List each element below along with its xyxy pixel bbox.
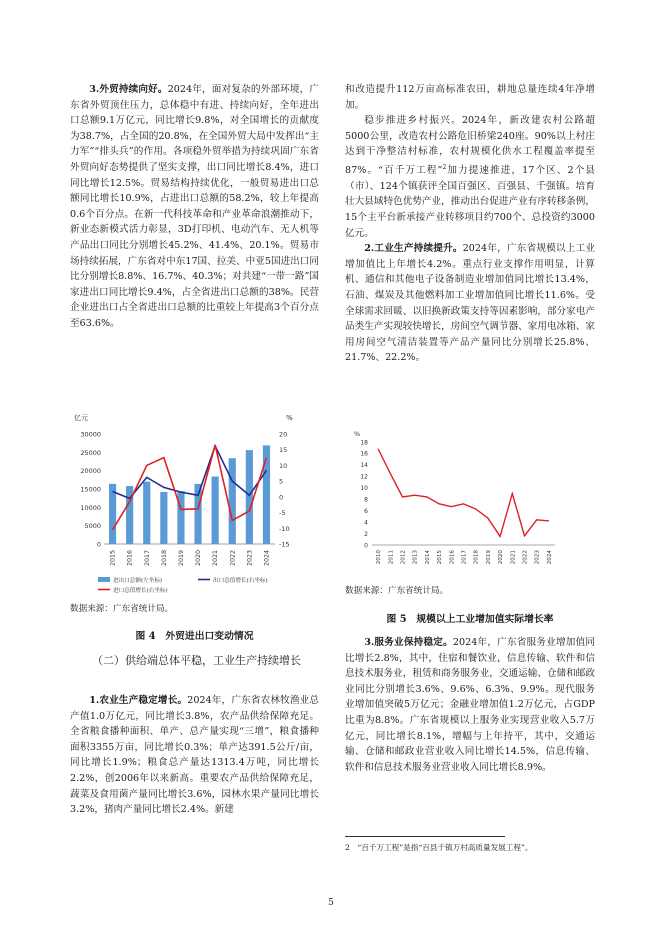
chart-foreign-trade: [70, 410, 310, 602]
bar: [160, 492, 167, 544]
x-tick-label: 2020: [498, 550, 505, 565]
paragraph-body-a: 稳步推进乡村振兴。2024年，新改建农村公路超5000公里，改造农村公路危旧桥梁240座。90%以上村庄达到干净整洁村标准，农村规模化供水工程覆盖率提至87%。“百千万工程”: [345, 115, 595, 177]
x-tick-label: 2023: [246, 550, 254, 567]
x-tick-label: 2024: [263, 550, 271, 567]
legend-total-swatch: [98, 577, 110, 582]
x-tick-label: 2017: [461, 550, 468, 565]
x-tick-label: 2015: [109, 550, 117, 567]
import-growth-line: [113, 445, 267, 530]
x-tick-label: 2010: [376, 550, 383, 565]
growth-line: [378, 449, 549, 537]
figure5-source: 数据来源：广东省统计局。: [345, 586, 449, 596]
right-column-lower: [345, 635, 595, 775]
paragraph-services: [345, 635, 595, 775]
section-heading: （二）供给端总体平稳，工业生产持续增长: [92, 654, 301, 667]
legend-export-label: 出口总值增长(右坐标): [213, 578, 268, 584]
paragraph-lead: 3.服务业保持稳定。: [364, 637, 453, 648]
y-tick-label: 16: [360, 450, 368, 458]
y-left-tick-label: 25000: [80, 448, 101, 457]
x-tick-label: 2018: [473, 550, 480, 565]
x-tick-label: 2022: [522, 550, 529, 565]
y-right-tick-label: 10: [279, 461, 288, 470]
y-tick-label: 12: [360, 473, 368, 481]
right-column: [345, 82, 595, 366]
paragraph-agriculture: [70, 693, 319, 818]
right-axis-unit: %: [286, 414, 293, 422]
y-axis-unit: %: [354, 430, 361, 438]
left-column-lower: [70, 693, 319, 818]
paragraph-lead: 2.工业生产持续提升。: [364, 243, 463, 255]
y-tick-label: 10: [360, 485, 368, 493]
y-left-tick-label: 30000: [80, 430, 101, 439]
x-tick-label: 2013: [412, 550, 419, 565]
y-right-tick-label: -15: [279, 540, 290, 549]
paragraph-body-b: 加力提速推进，17个区、2个县（市）、124个镇获评全国百强区、百强县、千强镇。培育壮大县域特色优势产业，推动出台促进产业有序转移条例，15个主平台新承接产业转移项目约700个、总投资约3000亿元。: [345, 165, 595, 239]
x-tick-label: 2019: [177, 550, 185, 567]
x-tick-label: 2018: [160, 550, 168, 567]
x-tick-label: 2012: [400, 550, 407, 565]
paragraph-body: 2024年，面对复杂的外部环境，广东省外贸顶住压力，总体稳中有进、持续向好，全年进出口总额9.1万亿元，同比增长9.8%，对全国增长的贡献度为38.7%，占全国的20.8%，在全国外贸大局中发挥出“主力军”“排头兵”的作用。各项稳外贸举措为持续巩固广东省外贸向好态势提供了坚实支撑，出口同比增长8.4%，进口同比增长12.5%。贸易结构持续优化，一般贸易进出口总额同比增长10.9%，占进出口总额的58.2%，较上年提高0.6个百分点。在新一代科技革命和产业革命浪潮推动下，新业态新模式活力彰显，3D打印机、电动汽车、无人机等产品出口同比分别增长45.2%、41.4%、20.1%。贸易市场持续拓展，广东省对中东17国、拉美、中亚5国进出口同比分别增长8.8%、16.7%、40.3%；对共建“一带一路”国家进出口同比增长9.4%，占全省进出口总额的38%。民营企业进出口占全省进出口总额的比重较上年提高3个百分点至63.6%。: [70, 84, 320, 329]
y-tick-label: 14: [360, 462, 368, 470]
y-tick-label: 8: [364, 496, 368, 504]
figure4-caption: 图 4 外贸进出口变动情况: [135, 631, 254, 642]
x-tick-label: 2023: [534, 550, 541, 565]
x-tick-label: 2020: [195, 550, 203, 567]
bar: [143, 482, 150, 544]
x-tick-label: 2014: [424, 550, 431, 565]
y-left-tick-label: 0: [96, 540, 101, 549]
footnote-divider: [345, 836, 505, 837]
legend-total-label: 进出口总额(左坐标): [113, 578, 163, 584]
y-tick-label: 2: [364, 530, 368, 538]
y-left-tick-label: 15000: [80, 485, 101, 494]
figure4-source: 数据来源：广东省统计局。: [70, 604, 174, 614]
y-tick-label: 4: [364, 519, 368, 527]
x-tick-label: 2021: [212, 550, 220, 567]
y-right-tick-label: -10: [279, 524, 290, 533]
y-right-tick-label: -5: [279, 509, 286, 518]
paragraph-body: 2024年，广东省规模以上工业增加值比上年增长4.2%。重点行业支撑作用明显，计算机、通信和其他电子设备制造业增加值同比增长13.4%，石油、煤炭及其他燃料加工业增加值同比增长11.6%。受全球需求回暖、以旧换新政策支持等因素影响，部分家电产品类生产实现较快增长，房间空气调节器、家用电冰箱、家用房间空气清洁装置等产品产量同比分别增长25.8%、21.7%、22.2%。: [345, 243, 596, 364]
x-tick-label: 2022: [229, 550, 237, 567]
y-tick-label: 6: [364, 507, 368, 515]
y-right-tick-label: 15: [279, 446, 288, 455]
x-tick-label: 2016: [126, 550, 134, 567]
figure5-caption: 图 5 规模以上工业增加值实际增长率: [386, 614, 554, 625]
y-right-tick-label: 20: [279, 430, 288, 439]
y-tick-label: 0: [364, 542, 368, 550]
x-tick-label: 2019: [485, 550, 492, 565]
bar: [177, 491, 184, 544]
left-column: [70, 82, 319, 332]
y-left-tick-label: 5000: [84, 522, 101, 531]
left-axis-unit: 亿元: [74, 414, 88, 422]
paragraph-body: 2024年，广东省服务业增加值同比增长2.8%，其中，住宿和餐饮业，信息传输、软件和信息技术服务业，租赁和商务服务业，交通运输、仓储和邮政业同比分别增长3.6%、9.6%、6.3%、9.9%。现代服务业增加值突破5万亿元；金融业增加值1.2万亿元，占GDP比重为8.8%。广东省规模以上服务业实现营业收入5.7万亿元，同比增长8.1%，增幅与上年持平，其中，交通运输、仓储和邮政业营业收入同比增长14.5%，信息传输、软件和信息技术服务业营业收入同比增长8.9%。: [345, 637, 596, 773]
paragraph-lead: 1.农业生产稳定增长。: [89, 695, 188, 706]
x-tick-label: 2015: [437, 550, 444, 565]
bar: [229, 458, 236, 544]
x-tick-label: 2017: [143, 550, 151, 567]
x-tick-label: 2016: [449, 550, 456, 565]
paragraph-body: 2024年，广东省农林牧渔业总产值1.0万亿元，同比增长3.8%，农产品供给保障充足。全省粮食播种面积、单产、总产量实现“三增”，粮食播种面积3355万亩，同比增长0.3%；单产达391.5公斤/亩，同比增长1.9%；粮食总产量达1313.4万吨，同比增长2.2%，创2006年以来新高。重要农产品供给保障充足，蔬菜及食用菌产量同比增长3.6%，园林水果产量同比增长3.2%，猪肉产量同比增长2.4%。新建: [70, 695, 319, 816]
x-tick-label: 2021: [510, 550, 517, 565]
paragraph-continued: 和改造提升112万亩高标准农田，耕地总量连续4年净增加。: [345, 84, 595, 111]
footnote: 2 “百千万工程”是指“百县千镇万村高质量发展工程”。: [345, 843, 533, 852]
bar: [246, 450, 253, 544]
paragraph-lead: 3.外贸持续向好。: [89, 84, 168, 95]
y-right-tick-label: 5: [279, 477, 284, 486]
x-tick-label: 2024: [546, 550, 553, 565]
y-right-tick-label: 0: [279, 493, 284, 502]
footnote-ref: 2: [442, 163, 447, 171]
y-left-tick-label: 10000: [80, 503, 101, 512]
paragraph-industry: [345, 241, 595, 366]
bar: [212, 477, 219, 544]
x-tick-label: 2011: [388, 550, 395, 565]
y-left-tick-label: 20000: [80, 467, 101, 476]
chart-industrial-growth: [350, 428, 565, 573]
legend-import-label: 进口总值增长(右坐标): [113, 588, 168, 594]
paragraph-rural: [345, 113, 595, 241]
page-number: 5: [328, 898, 334, 908]
paragraph-foreign-trade: [70, 82, 319, 332]
y-tick-label: 18: [360, 439, 368, 447]
